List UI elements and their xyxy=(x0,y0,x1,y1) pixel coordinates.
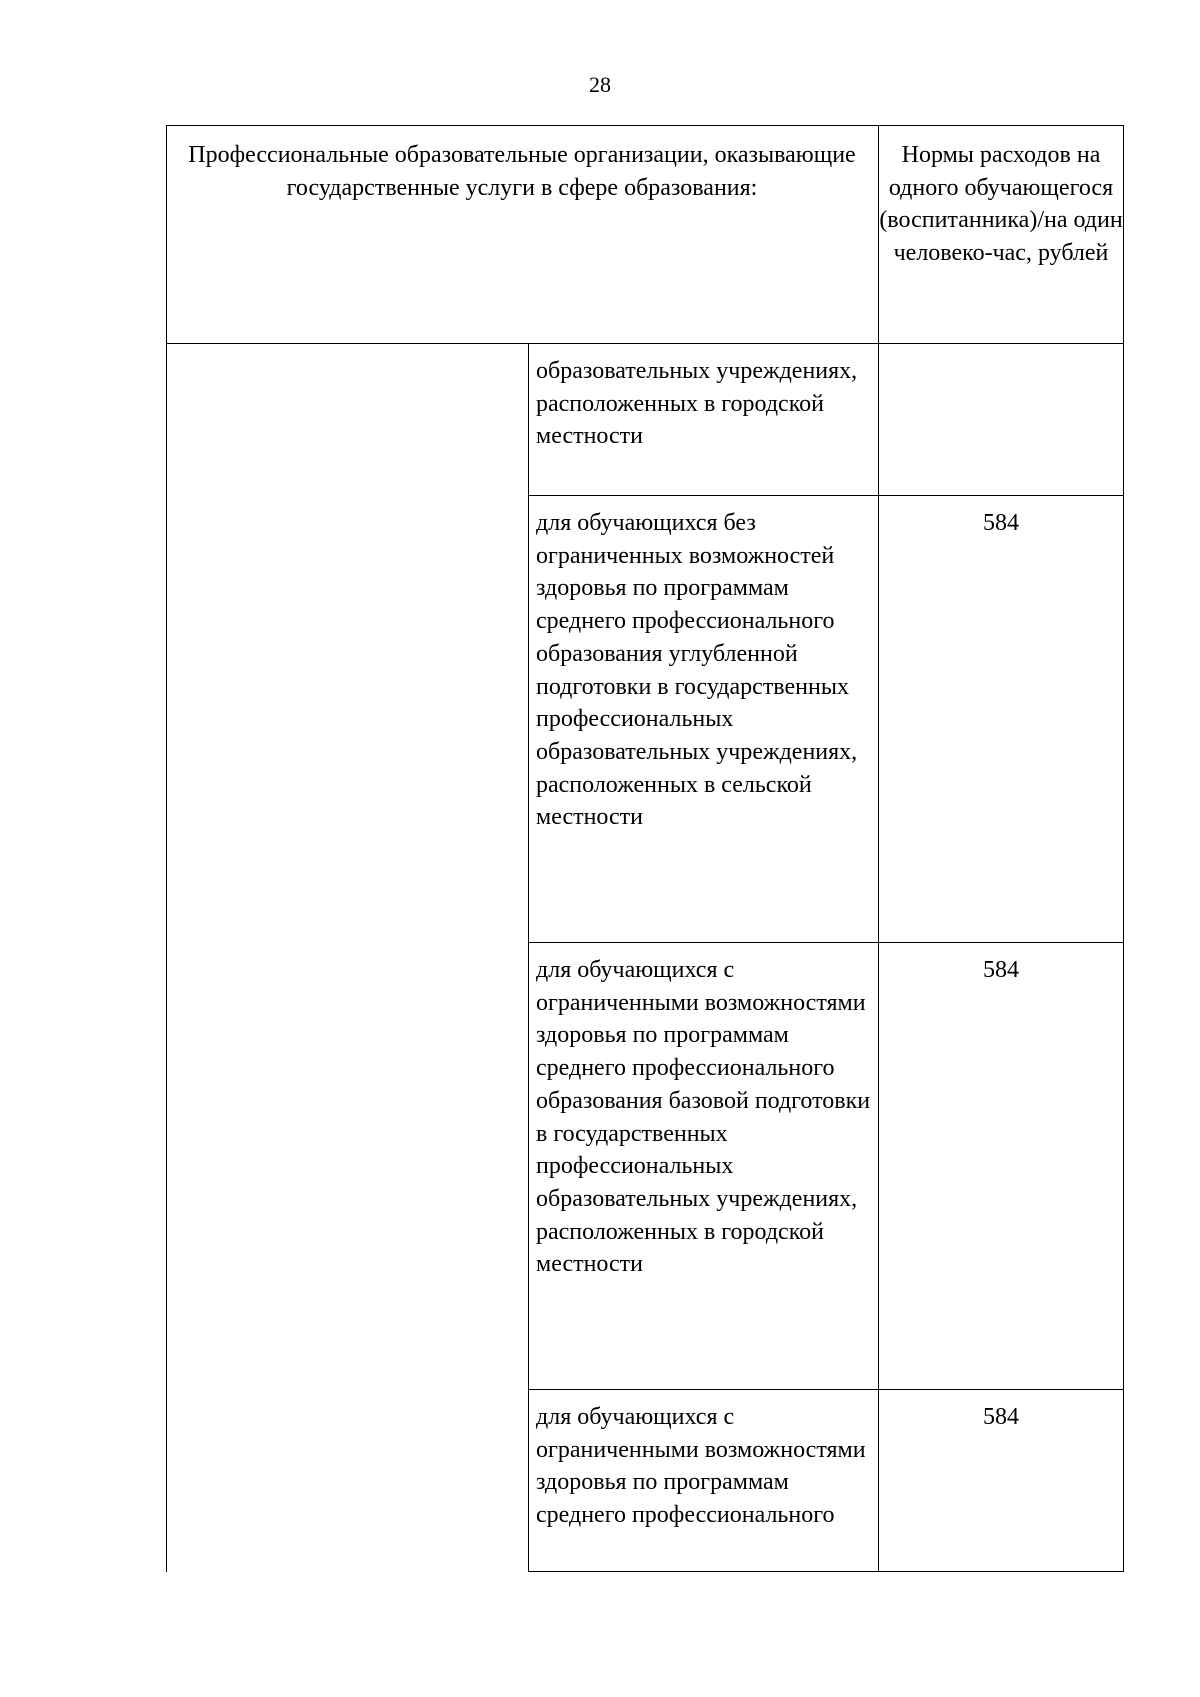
row-description: для обучающихся без ограниченных возможностей здоровья по программам среднего профессионального образования углубленной подготовки в государственных профессиональных образовательных учреждениях, расположенных в сельской местности xyxy=(536,510,858,831)
header-norms: Нормы расходов на одного обучающегося (воспитанника)/на один человеко-час, рублей xyxy=(879,142,1123,267)
column-divider xyxy=(878,125,879,1572)
table-border-left xyxy=(166,125,167,1572)
row-divider xyxy=(528,495,1124,496)
table-border-bottom xyxy=(528,1571,1124,1572)
expense-norms-table xyxy=(166,125,1124,1572)
row-value: 584 xyxy=(983,957,1019,983)
table-border-top xyxy=(166,125,1124,126)
row-description: для обучающихся с ограниченными возможностями здоровья по программам среднего профессионального xyxy=(536,1404,866,1529)
row-description: образовательных учреждениях, расположенных в городской местности xyxy=(536,358,858,450)
header-organizations: Профессиональные образовательные организации, оказывающие государственные услуги в сфере образования: xyxy=(188,142,856,201)
header-bottom-rule xyxy=(166,343,1124,344)
row-description: для обучающихся с ограниченными возможностями здоровья по программам среднего профессионального образования базовой подготовки в государственных профессиональных образовательных учреждениях, расположенных в городской местности xyxy=(536,957,871,1278)
table-border-right xyxy=(1123,125,1124,1572)
row-divider xyxy=(528,942,1124,943)
row-value: 584 xyxy=(983,510,1019,536)
page-number: 28 xyxy=(589,72,611,97)
row-value: 584 xyxy=(983,1404,1019,1430)
row-divider xyxy=(528,1389,1124,1390)
